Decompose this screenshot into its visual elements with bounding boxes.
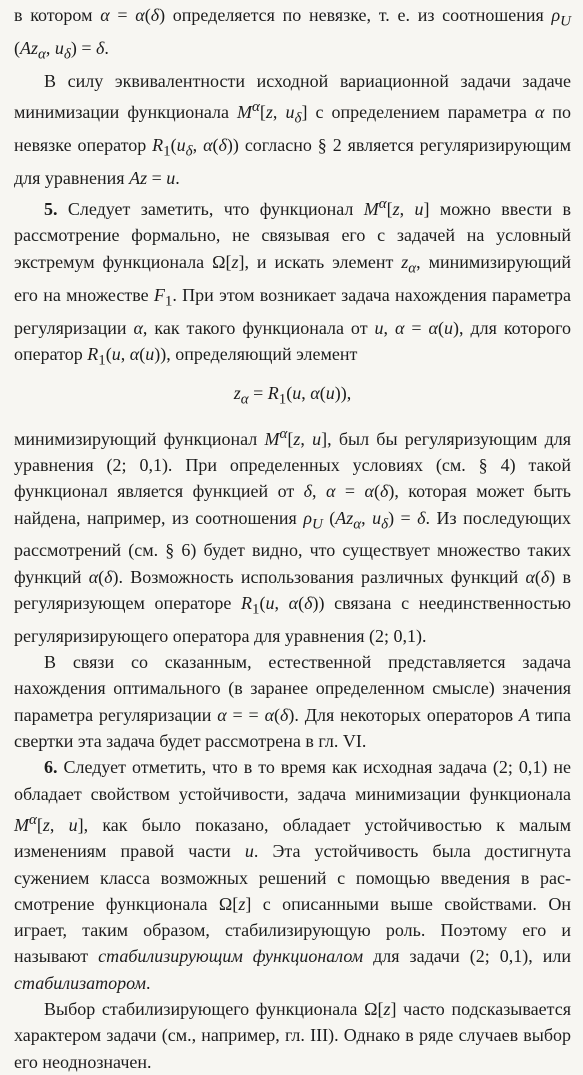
paragraph-section-5: 5. Следует заметить, что функционал $M^\alpha[z$, u] можно ввести в рассмотрение формально, не связывая его с задачей на условный экстремум функционала Ω[z], и искать элемент $z_\alpha$, минимизирующий его на множестве $F_1$. При этом возникает задача нахождения параметра регуляризации α, как такого функционала от u, α = α(u), для которого оператор $R_1(u$, α(u)), определяющий элемент: [14, 196, 572, 369]
paragraph-optimal: В связи со сказанным, естественной представляется задача нахождения оптимального (в заранее определенном смысле) значения параметра регуляризации α = = α(δ). Для некоторых операторов A типа свертки эта задача будет рассмотрена в гл. VI.: [14, 652, 572, 752]
paragraph-equivalence: В силу эквивалентности исходной вариационной задачи задаче минимизации функционала $M^\alpha[z$, $u_\delta$] с определением параметра α по невязке оператор $R_1(u_\delta$, α(δ)) согласно § 2 является регуляризирующим для уравнения Az = u.: [14, 70, 572, 188]
paragraph-functional: минимизирующий функционал $M^\alpha[z$, u], был бы регуляризующим для уравнения (2; 0,1). При определенных условиях (см. § 4) такой функционал является функцией от δ, α = α(δ), которая может быть найдена, например, из соотношения $\rho_U$ ($Az_\alpha$, $u_\delta) = \delta$. Из последующих рассмотрений (см. § 6) будет видно, что существует множество таких функций α(δ). Возможность использования различных функций α(δ) в регуляризующем операторе $R_1(u$, α(δ)) связана с неединственностью регуляризирующего оператора для уравнения (2; 0,1).: [14, 425, 571, 646]
paragraph-continuation: в котором α = α(δ) определяется по невязке, т. е. из соотношения $\rho_U$ ($Az_\alpha$, $u_\delta) = \delta$.: [14, 5, 571, 63]
paragraph-stabilizer-choice: Выбор стабилизирующего функционала Ω[z] часто подсказывается характером задачи (см., например, гл. III). Однако в ряде случаев выбор его неоднозначен.: [14, 999, 571, 1072]
section-number-6: 6.: [44, 757, 58, 778]
paragraph-section-6: 6. Следует отметить, что в то время как исходная задача (2; 0,1) не обладает свойством устойчивости, задача минимизации функционала $M^\alpha[z$, u], как было показано, обладает устойчивостью к малым изменениям правой части u. Эта устойчивость была достигнута сужением класса возможных решений с помощью введения в рассмотрение функционала Ω[z] с описанными выше свойствами. Он играет, таким образом, стабилизирующую роль. Поэтому его и называют стабилизирующим функционалом для задачи (2; 0,1), или стабилизатором.: [14, 757, 571, 993]
display-formula: $z_\alpha = R_1(u$, α(u)),: [233, 382, 352, 408]
section-number-5: 5.: [44, 199, 58, 220]
